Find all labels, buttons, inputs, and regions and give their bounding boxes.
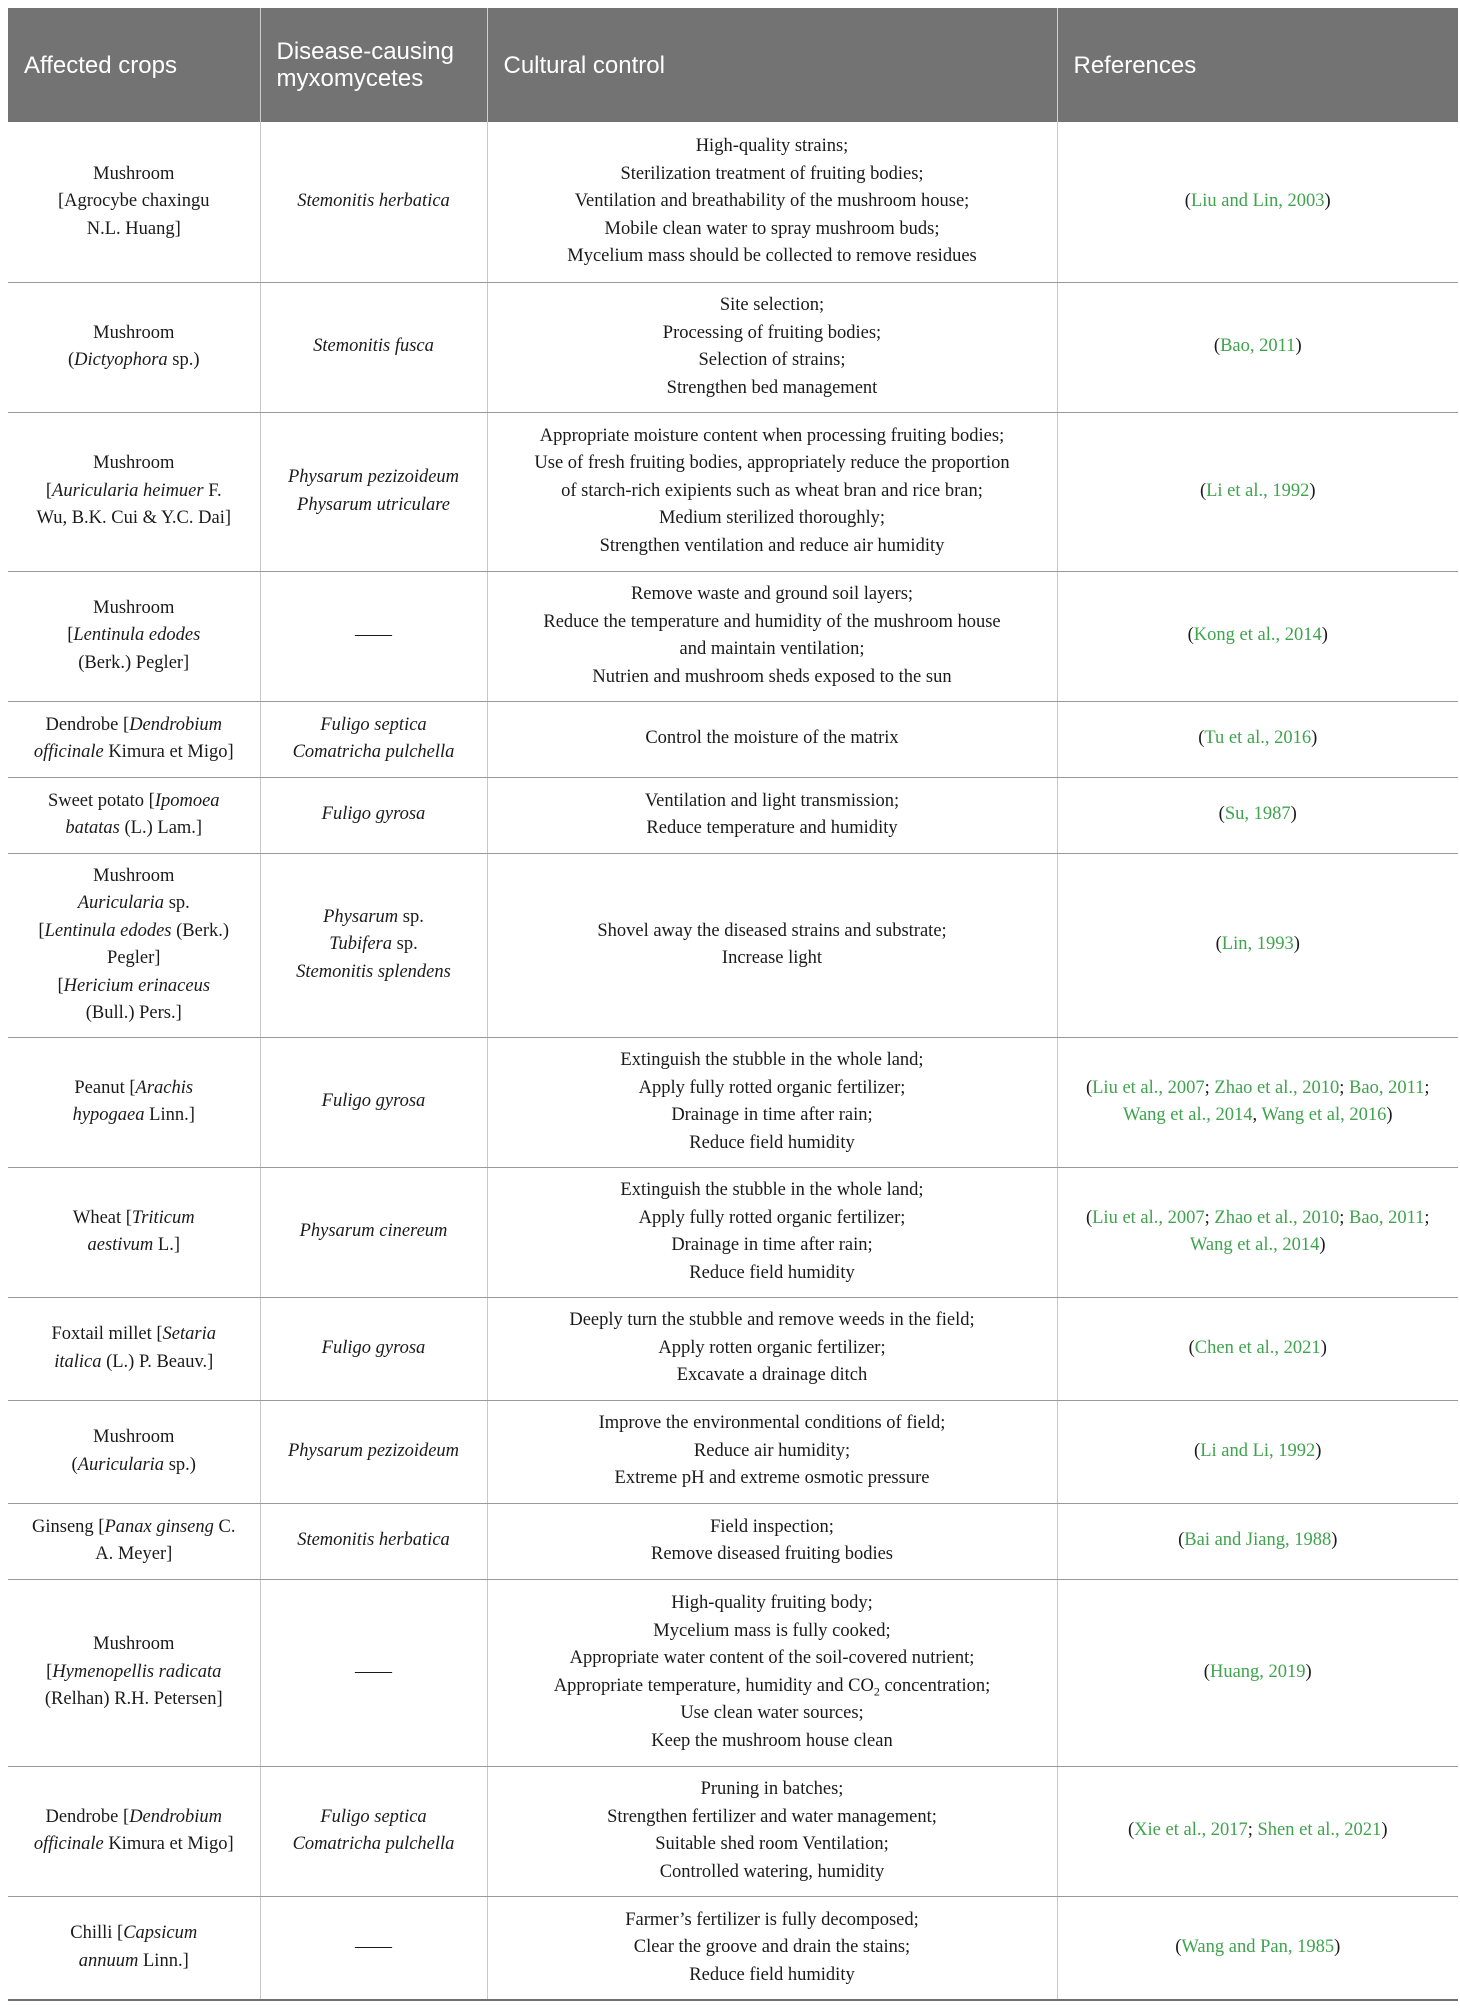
cultural-control-cell [487, 1037, 1057, 1167]
control-line: Apply fully rotted organic fertilizer; [638, 1207, 906, 1228]
crop-line: Mushroom [93, 163, 175, 184]
affected-crop-cell [8, 571, 260, 701]
cultural-control-cell [487, 777, 1057, 853]
crop-line: (Relhan) R.H. Petersen] [44, 1689, 223, 1710]
cultural-control-cell [487, 1167, 1057, 1297]
myxomycete-cell [260, 701, 487, 777]
crop-line: Mushroom [93, 322, 175, 343]
reference-link[interactable]: Liu et al., 2007 [1092, 1207, 1205, 1228]
crop-line: Auricularia sp. [77, 893, 190, 913]
crop-line: officinale Kimura et Migo] [33, 742, 234, 762]
control-line: Extinguish the stubble in the whole land; [620, 1050, 924, 1070]
reference-link[interactable]: Zhao et al., 2010 [1214, 1077, 1340, 1098]
crop-line: Sweet potato [Ipomoea [47, 790, 220, 811]
control-line: Apply fully rotted organic fertilizer; [638, 1077, 906, 1098]
control-line: Use clean water sources; [680, 1703, 864, 1723]
myxomycete-name: Tubifera sp. [329, 934, 418, 955]
control-line: Drainage in time after rain; [671, 1235, 873, 1255]
control-line: Sterilization treatment of fruiting bodies; [620, 163, 924, 184]
myxomycete-cell [260, 571, 487, 701]
myxomycete-name: Physarum utriculare [297, 494, 450, 515]
reference-link[interactable]: Liu and Lin, 2003 [1190, 191, 1325, 211]
control-line: Selection of strains; [698, 350, 846, 370]
crop-line: Dendrobe [Dendrobium [45, 714, 223, 735]
control-line: Apply rotten organic fertilizer; [658, 1337, 886, 1358]
control-line: Appropriate water content of the soil-covered nutrient; [569, 1648, 975, 1668]
table-row [8, 1167, 1458, 1297]
crop-line: officinale Kimura et Migo] [33, 1834, 234, 1854]
reference-link[interactable]: Lin, 1993 [1221, 934, 1294, 955]
crop-line: (Bull.) Pers.] [85, 1003, 182, 1023]
cultural-control-cell [487, 412, 1057, 571]
crop-line: (Auricularia sp.) [71, 1454, 196, 1475]
control-line: Excavate a drainage ditch [676, 1365, 868, 1386]
reference-link[interactable]: Wang et al., 2014 [1189, 1235, 1320, 1255]
reference-link[interactable]: Su, 1987 [1224, 804, 1291, 825]
control-line: High-quality fruiting body; [671, 1593, 873, 1613]
header-affected-crops: Affected crops [8, 8, 260, 122]
myxomycete-cell [260, 1503, 487, 1579]
control-line: of starch-rich exipients such as wheat bran and rice bran; [561, 480, 983, 501]
references-cell: (Li and Li, 1992) [1057, 1400, 1458, 1503]
reference-link[interactable]: Chen et al., 2021 [1194, 1337, 1321, 1358]
references-cell: (Bai and Jiang, 1988) [1057, 1503, 1458, 1579]
cultural-control-table [8, 8, 1458, 2001]
reference-link[interactable]: Bai and Jiang, 1988 [1184, 1530, 1332, 1551]
myxomycete-name: Comatricha pulchella [292, 742, 455, 762]
control-line: Clear the groove and drain the stains; [633, 1937, 911, 1957]
control-line: Ventilation and breathability of the mushroom house; [574, 191, 970, 211]
crop-line: Foxtail millet [Setaria [51, 1324, 216, 1344]
table-row [8, 1400, 1458, 1503]
control-line: Remove diseased fruiting bodies [651, 1544, 893, 1564]
myxomycete-cell [260, 412, 487, 571]
affected-crop-cell [8, 853, 260, 1037]
control-line: Remove waste and ground soil layers; [630, 584, 914, 604]
control-line: Strengthen bed management [666, 377, 878, 398]
control-line: Reduce temperature and humidity [646, 818, 898, 838]
control-line: Keep the mushroom house clean [651, 1730, 893, 1751]
references-cell: (Lin, 1993) [1057, 853, 1458, 1037]
crop-line: [Lentinula edodes [67, 625, 201, 646]
control-line: and maintain ventilation; [679, 639, 865, 659]
references-cell: (Bao, 2011) [1057, 282, 1458, 412]
control-line: Nutrien and mushroom sheds exposed to the sun [592, 666, 952, 687]
crop-line: (Dictyophora sp.) [67, 350, 200, 370]
control-line: Mycelium mass is fully cooked; [653, 1620, 891, 1641]
myxomycete-cell [260, 853, 487, 1037]
crop-line: annuum Linn.] [78, 1950, 189, 1971]
myxomycete-cell [260, 777, 487, 853]
control-line: Strengthen fertilizer and water management; [607, 1806, 937, 1827]
references-cell: (Wang and Pan, 1985) [1057, 1896, 1458, 2000]
references-cell: (Liu et al., 2007; Zhao et al., 2010; Bao, 2011; Wang et al., 2014) [1057, 1167, 1458, 1297]
crop-line: aestivum L.] [87, 1235, 180, 1255]
reference-link[interactable]: Li and Li, 1992 [1200, 1440, 1316, 1461]
control-line: Reduce field humidity [689, 1262, 855, 1283]
reference-link[interactable]: Wang and Pan, 1985 [1181, 1937, 1335, 1957]
table-row [8, 777, 1458, 853]
control-line: Deeply turn the stubble and remove weeds in the field; [569, 1310, 975, 1331]
crop-line: Mushroom [93, 1427, 175, 1447]
control-line: Farmer’s fertilizer is fully decomposed; [625, 1909, 919, 1930]
control-line: Controlled watering, humidity [659, 1861, 885, 1882]
affected-crop-cell [8, 412, 260, 571]
reference-link[interactable]: Zhao et al., 2010 [1214, 1207, 1340, 1228]
crop-line: Pegler] [107, 948, 161, 968]
references-cell: (Tu et al., 2016) [1057, 701, 1458, 777]
myxomycete-name: —— [355, 1937, 392, 1957]
references-cell: (Xie et al., 2017; Shen et al., 2021) [1057, 1766, 1458, 1896]
table-row [8, 1503, 1458, 1579]
myxomycete-name: Stemonitis fusca [313, 336, 434, 357]
reference-link[interactable]: Kong et al., 2014 [1193, 625, 1322, 646]
myxomycete-name: Fuligo gyrosa [321, 1337, 426, 1358]
reference-link[interactable]: Bao, 2011 [1349, 1077, 1425, 1098]
control-line: Use of fresh fruiting bodies, appropriately reduce the proportion [534, 453, 1010, 474]
header-cultural-control: Cultural control [487, 8, 1057, 122]
myxomycete-cell [260, 1400, 487, 1503]
header-references: References [1057, 8, 1458, 122]
myxomycete-name: Fuligo gyrosa [321, 804, 426, 825]
myxomycete-name: Physarum pezizoideum [287, 467, 460, 487]
references-cell: (Liu et al., 2007; Zhao et al., 2010; Bao, 2011; Wang et al., 2014, Wang et al, 2016) [1057, 1037, 1458, 1167]
crop-line: hypogaea Linn.] [72, 1105, 195, 1125]
myxomycete-name: Physarum sp. [323, 906, 424, 927]
control-line: Appropriate moisture content when processing fruiting bodies; [539, 425, 1005, 446]
crop-line: A. Meyer] [95, 1544, 173, 1564]
affected-crop-cell [8, 701, 260, 777]
reference-link[interactable]: Bao, 2011 [1220, 336, 1296, 357]
control-line: Ventilation and light transmission; [644, 790, 900, 811]
table-row [8, 1766, 1458, 1896]
reference-link[interactable]: Xie et al., 2017 [1134, 1820, 1248, 1841]
table-row [8, 1579, 1458, 1766]
affected-crop-cell [8, 1167, 260, 1297]
control-line: Shovel away the diseased strains and substrate; [597, 920, 947, 941]
cultural-control-cell [487, 1766, 1057, 1896]
reference-link[interactable]: Huang, 2019 [1209, 1661, 1306, 1682]
table-row [8, 1297, 1458, 1400]
myxomycete-name: Physarum cinereum [299, 1221, 448, 1242]
affected-crop-cell [8, 1503, 260, 1579]
myxomycete-name: —— [355, 1661, 392, 1682]
control-line: Reduce air humidity; [693, 1440, 851, 1461]
control-line: Reduce the temperature and humidity of the mushroom house [543, 611, 1001, 632]
references-cell: (Li et al., 1992) [1057, 412, 1458, 571]
reference-link[interactable]: Li et al., 1992 [1206, 480, 1310, 501]
crop-line: [Agrocybe chaxingu [57, 191, 210, 211]
control-line: Site selection; [719, 295, 825, 315]
cultural-control-cell [487, 282, 1057, 412]
table-row [8, 853, 1458, 1037]
table-body [8, 122, 1458, 2000]
control-line: Appropriate temperature, humidity and $CO_2$ concentration; [553, 1675, 991, 1699]
myxomycete-cell [260, 1037, 487, 1167]
control-line: Pruning in batches; [700, 1779, 844, 1799]
affected-crop-cell [8, 1037, 260, 1167]
table-row [8, 571, 1458, 701]
myxomycete-cell [260, 1766, 487, 1896]
table-row [8, 701, 1458, 777]
affected-crop-cell [8, 282, 260, 412]
affected-crop-cell [8, 1400, 260, 1503]
myxomycete-cell [260, 1167, 487, 1297]
header-disease-causing-myxomycetes: Disease-causing myxomycetes [260, 8, 487, 122]
crop-line: (Berk.) Pegler] [78, 652, 190, 673]
reference-link[interactable]: Shen et al., 2021 [1257, 1820, 1382, 1841]
affected-crop-cell [8, 122, 260, 282]
header-row [8, 8, 1458, 122]
references-cell: (Su, 1987) [1057, 777, 1458, 853]
myxomycete-cell [260, 282, 487, 412]
table-row [8, 282, 1458, 412]
cultural-control-cell [487, 1896, 1057, 2000]
table-row [8, 1037, 1458, 1167]
cultural-control-cell [487, 571, 1057, 701]
myxomycete-name: Stemonitis splendens [296, 961, 451, 982]
myxomycete-name: Fuligo gyrosa [321, 1091, 426, 1112]
cultural-control-cell [487, 122, 1057, 282]
reference-link[interactable]: Bao, 2011 [1349, 1207, 1425, 1228]
control-line: Mycelium mass should be collected to remove residues [567, 246, 977, 266]
myxomycete-name: Comatricha pulchella [292, 1834, 455, 1854]
crop-line: Dendrobe [Dendrobium [45, 1806, 223, 1827]
crop-line: [Auricularia heimuer F. [45, 480, 222, 501]
crop-line: batatas (L.) Lam.] [65, 818, 203, 838]
crop-line: Ginseng [Panax ginseng C. [32, 1516, 236, 1537]
cultural-control-cell [487, 701, 1057, 777]
control-line: Processing of fruiting bodies; [662, 322, 882, 343]
control-line: Drainage in time after rain; [671, 1105, 873, 1125]
crop-line: Mushroom [93, 865, 175, 886]
reference-link[interactable]: Wang et al, 2016 [1261, 1105, 1387, 1125]
control-line: Strengthen ventilation and reduce air humidity [599, 535, 945, 556]
crop-line: [Hymenopellis radicata [46, 1661, 222, 1682]
crop-line: Mushroom [93, 453, 175, 474]
crop-line: [Lentinula edodes (Berk.) [38, 920, 230, 941]
control-line: Extreme pH and extreme osmotic pressure [614, 1468, 930, 1489]
references-cell: (Liu and Lin, 2003) [1057, 122, 1458, 282]
myxomycete-cell [260, 1896, 487, 2000]
references-cell: (Kong et al., 2014) [1057, 571, 1458, 701]
table-row [8, 122, 1458, 282]
control-line: Field inspection; [710, 1516, 834, 1537]
control-line: Reduce field humidity [689, 1964, 855, 1985]
reference-link[interactable]: Tu et al., 2016 [1204, 728, 1312, 749]
cultural-control-cell [487, 1297, 1057, 1400]
table-header [8, 8, 1458, 122]
crop-line: italica (L.) P. Beauv.] [54, 1351, 214, 1372]
cultural-control-cell [487, 853, 1057, 1037]
myxomycete-name: —— [355, 625, 392, 646]
references-cell: (Chen et al., 2021) [1057, 1297, 1458, 1400]
crop-line: Mushroom [93, 1634, 175, 1655]
myxomycete-name: Stemonitis herbatica [297, 191, 450, 211]
affected-crop-cell [8, 1896, 260, 2000]
cultural-control-cell [487, 1400, 1057, 1503]
crop-line: Wu, B.K. Cui & Y.C. Dai] [36, 508, 232, 529]
myxomycete-name: Physarum pezizoideum [287, 1440, 460, 1461]
reference-link[interactable]: Liu et al., 2007 [1092, 1077, 1205, 1098]
cultural-control-cell [487, 1503, 1057, 1579]
control-line: Medium sterilized thoroughly; [658, 508, 886, 529]
table-row [8, 412, 1458, 571]
control-line: Suitable shed room Ventilation; [655, 1834, 889, 1854]
control-line: Increase light [721, 948, 823, 968]
control-line: Control the moisture of the matrix [645, 728, 899, 749]
myxomycete-cell [260, 1579, 487, 1766]
myxomycete-cell [260, 122, 487, 282]
myxomycete-name: Fuligo septica [320, 1806, 427, 1827]
crop-line: N.L. Huang] [86, 218, 181, 239]
affected-crop-cell [8, 1579, 260, 1766]
cultural-control-cell [487, 1579, 1057, 1766]
control-line: Reduce field humidity [689, 1132, 855, 1153]
crop-line: Wheat [Triticum [72, 1207, 195, 1228]
table-container [8, 8, 1458, 2001]
control-line: High-quality strains; [695, 136, 849, 156]
affected-crop-cell [8, 777, 260, 853]
reference-link[interactable]: Wang et al., 2014 [1122, 1105, 1253, 1125]
control-line: Mobile clean water to spray mushroom buds; [604, 218, 940, 239]
myxomycete-cell [260, 1297, 487, 1400]
table-row [8, 1896, 1458, 2000]
crop-line: Peanut [Arachis [74, 1077, 194, 1098]
control-line: Extinguish the stubble in the whole land; [620, 1180, 924, 1200]
crop-line: Mushroom [93, 597, 175, 618]
references-cell: (Huang, 2019) [1057, 1579, 1458, 1766]
affected-crop-cell [8, 1297, 260, 1400]
control-line: Improve the environmental conditions of field; [598, 1413, 946, 1434]
myxomycete-name: Fuligo septica [320, 714, 427, 735]
affected-crop-cell [8, 1766, 260, 1896]
crop-line: Chilli [Capsicum [70, 1923, 198, 1944]
crop-line: [Hericium erinaceus [57, 975, 211, 996]
myxomycete-name: Stemonitis herbatica [297, 1530, 450, 1551]
